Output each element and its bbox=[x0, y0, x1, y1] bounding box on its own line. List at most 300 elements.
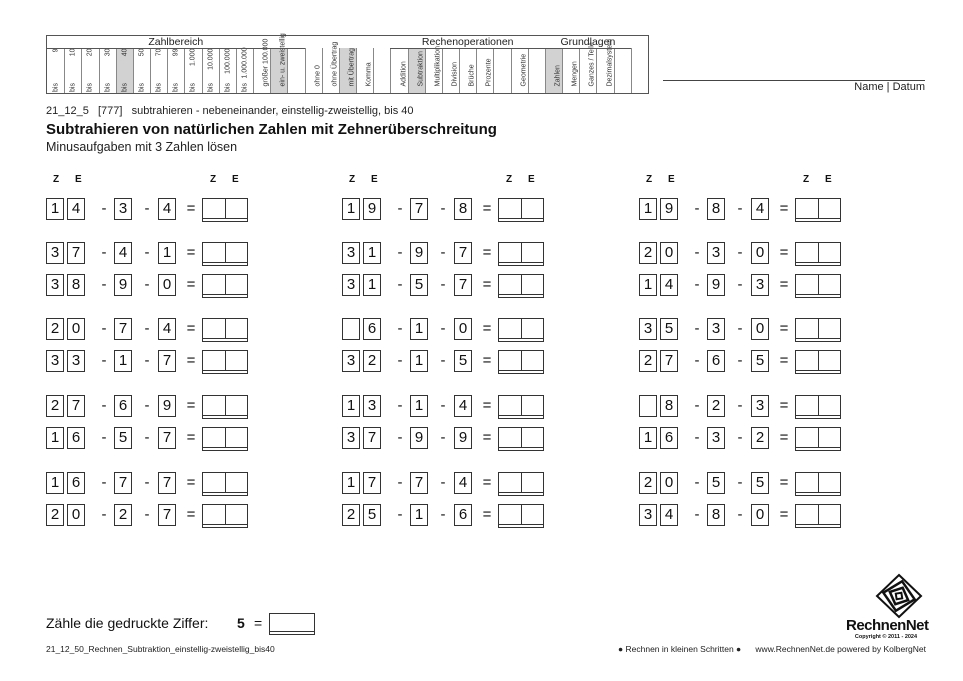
footer-filename: 21_12_50_Rechnen_Subtraktion_einstellig-zweistellig_bis40 bbox=[46, 644, 275, 654]
header-category-label: mit Übertrag bbox=[348, 47, 356, 87]
name-date-label: Name | Datum bbox=[854, 81, 925, 93]
count-answer-box[interactable] bbox=[269, 613, 315, 635]
subtraction-task bbox=[342, 350, 544, 374]
answer-box[interactable] bbox=[202, 318, 248, 342]
ones-digit-box: 8 bbox=[67, 274, 85, 296]
minus-sign: - bbox=[737, 200, 743, 217]
minus-sign: - bbox=[397, 474, 403, 491]
header-range-value: 100.000 bbox=[224, 48, 232, 74]
tens-digit-box: 3 bbox=[46, 242, 64, 264]
header-category-label: Brüche bbox=[468, 64, 476, 87]
ones-digit-box: 4 bbox=[660, 274, 678, 296]
subtrahend-box: 1 bbox=[114, 350, 132, 372]
place-label-ones: E bbox=[75, 174, 82, 185]
header-group-label: Zahlbereich bbox=[148, 36, 204, 48]
minus-sign: - bbox=[694, 397, 700, 414]
header-category-label: ohne 0 bbox=[314, 65, 322, 87]
subtrahend-box: 3 bbox=[751, 274, 769, 296]
equals-sign: = bbox=[482, 506, 492, 523]
minus-sign: - bbox=[440, 397, 446, 414]
header-category-label: Komma bbox=[365, 62, 373, 87]
place-label-ones: E bbox=[825, 174, 832, 185]
header-group-label: Grundlagen bbox=[560, 36, 616, 48]
header-category-label: Dezimalsystem bbox=[606, 39, 614, 87]
header-column bbox=[236, 48, 253, 93]
tens-digit-box: 1 bbox=[639, 198, 657, 220]
subtrahend-box: 3 bbox=[707, 318, 725, 340]
place-label-tens: Z bbox=[803, 174, 810, 185]
subtrahend-box: 3 bbox=[751, 395, 769, 417]
place-label-tens: Z bbox=[349, 174, 356, 185]
header-column bbox=[442, 48, 459, 93]
header-range-value: 10 bbox=[69, 48, 77, 57]
subtrahend-box: 4 bbox=[158, 318, 176, 340]
equals-sign: = bbox=[186, 474, 196, 491]
minus-sign: - bbox=[397, 244, 403, 261]
subtraction-task bbox=[46, 274, 248, 298]
header-column bbox=[425, 48, 442, 93]
subtrahend-box: 1 bbox=[410, 318, 428, 340]
ones-digit-box: 3 bbox=[363, 395, 381, 417]
equals-sign: = bbox=[779, 244, 789, 261]
subtrahend-box: 7 bbox=[114, 318, 132, 340]
header-category-label: Prozente bbox=[485, 58, 493, 87]
header-column bbox=[202, 48, 219, 93]
answer-box[interactable] bbox=[498, 472, 544, 496]
place-label-tens: Z bbox=[506, 174, 513, 185]
equals-sign: = bbox=[186, 429, 196, 446]
header-category-label: Multiplikation bbox=[434, 46, 442, 87]
tens-digit-box: 3 bbox=[342, 427, 360, 449]
subtraction-task bbox=[46, 350, 248, 374]
subtrahend-box: 7 bbox=[158, 472, 176, 494]
equals-sign: = bbox=[186, 244, 196, 261]
minus-sign: - bbox=[397, 352, 403, 369]
header-category-label: größer 100.000 bbox=[262, 38, 270, 87]
answer-box[interactable] bbox=[795, 427, 841, 451]
answer-box[interactable] bbox=[498, 318, 544, 342]
ones-digit-box: 5 bbox=[363, 504, 381, 526]
tens-digit-box bbox=[639, 395, 657, 417]
subtraction-task bbox=[342, 395, 544, 419]
minus-sign: - bbox=[101, 320, 107, 337]
minus-sign: - bbox=[737, 474, 743, 491]
subtrahend-box: 7 bbox=[158, 427, 176, 449]
answer-box[interactable] bbox=[795, 274, 841, 298]
equals-sign: = bbox=[779, 200, 789, 217]
header-group-divider bbox=[390, 48, 545, 49]
header-range-value: 1.000.000 bbox=[241, 47, 249, 79]
header-column bbox=[322, 41, 339, 93]
minus-sign: - bbox=[737, 276, 743, 293]
subtrahend-box: 6 bbox=[454, 504, 472, 526]
minus-sign: - bbox=[144, 276, 150, 293]
equals-sign: = bbox=[482, 397, 492, 414]
minus-sign: - bbox=[101, 397, 107, 414]
place-label-ones: E bbox=[371, 174, 378, 185]
header-range-value: 9 bbox=[52, 48, 60, 53]
minus-sign: - bbox=[737, 320, 743, 337]
ones-digit-box: 6 bbox=[67, 472, 85, 494]
answer-box[interactable] bbox=[498, 242, 544, 266]
minus-sign: - bbox=[440, 429, 446, 446]
equals-sign: = bbox=[779, 352, 789, 369]
header-column bbox=[64, 48, 81, 93]
minus-sign: - bbox=[101, 244, 107, 261]
subtraction-task bbox=[342, 427, 544, 451]
subtraction-task bbox=[46, 504, 248, 528]
place-label-tens: Z bbox=[53, 174, 60, 185]
header-column bbox=[459, 48, 476, 93]
subtrahend-box: 7 bbox=[410, 198, 428, 220]
subtrahend-box: 0 bbox=[751, 318, 769, 340]
equals-sign: = bbox=[482, 200, 492, 217]
category-header-table bbox=[46, 35, 649, 94]
subtrahend-box: 1 bbox=[410, 350, 428, 372]
answer-box[interactable] bbox=[498, 427, 544, 451]
equals-sign: = bbox=[779, 474, 789, 491]
answer-box[interactable] bbox=[795, 472, 841, 496]
subtrahend-box: 7 bbox=[158, 350, 176, 372]
answer-box[interactable] bbox=[202, 472, 248, 496]
equals-sign: = bbox=[779, 320, 789, 337]
equals-sign: = bbox=[779, 397, 789, 414]
header-category-label: Subtraktion bbox=[417, 51, 425, 87]
ones-digit-box: 7 bbox=[363, 472, 381, 494]
answer-box[interactable] bbox=[498, 198, 544, 222]
equals-sign: = bbox=[186, 397, 196, 414]
minus-sign: - bbox=[694, 200, 700, 217]
header-column bbox=[184, 48, 201, 93]
place-label-ones: E bbox=[232, 174, 239, 185]
minus-sign: - bbox=[440, 276, 446, 293]
equals-sign: = bbox=[482, 276, 492, 293]
minus-sign: - bbox=[694, 429, 700, 446]
subtraction-task bbox=[639, 350, 841, 374]
logo-copyright: Copyright © 2011 - 2024 bbox=[854, 634, 918, 640]
minus-sign: - bbox=[101, 200, 107, 217]
tens-digit-box: 1 bbox=[639, 427, 657, 449]
subtrahend-box: 5 bbox=[751, 472, 769, 494]
header-column bbox=[545, 48, 562, 93]
subtrahend-box: 5 bbox=[114, 427, 132, 449]
header-column bbox=[305, 48, 322, 93]
minus-sign: - bbox=[397, 429, 403, 446]
subtrahend-box: 9 bbox=[410, 242, 428, 264]
minus-sign: - bbox=[101, 352, 107, 369]
header-bis-label: bis bbox=[138, 83, 146, 92]
ones-digit-box: 5 bbox=[660, 318, 678, 340]
subtraction-task bbox=[639, 274, 841, 298]
subtraction-task bbox=[46, 198, 248, 222]
subtraction-task bbox=[342, 242, 544, 266]
ones-digit-box: 9 bbox=[363, 198, 381, 220]
subtrahend-box: 4 bbox=[114, 242, 132, 264]
answer-box[interactable] bbox=[795, 395, 841, 419]
answer-box[interactable] bbox=[795, 318, 841, 342]
header-column bbox=[373, 48, 390, 93]
equals-sign: = bbox=[186, 506, 196, 523]
answer-box[interactable] bbox=[498, 504, 544, 528]
header-column bbox=[116, 48, 133, 93]
header-bis-label: bis bbox=[224, 83, 232, 92]
subtraction-task bbox=[46, 395, 248, 419]
subtraction-task bbox=[342, 318, 544, 342]
equals-sign: = bbox=[186, 320, 196, 337]
minus-sign: - bbox=[737, 352, 743, 369]
subtraction-task bbox=[342, 472, 544, 496]
tens-digit-box: 1 bbox=[46, 472, 64, 494]
ones-digit-box: 7 bbox=[363, 427, 381, 449]
place-label-ones: E bbox=[528, 174, 535, 185]
subtraction-task bbox=[342, 198, 544, 222]
subtrahend-box: 3 bbox=[114, 198, 132, 220]
answer-box[interactable] bbox=[202, 395, 248, 419]
tens-digit-box: 1 bbox=[46, 427, 64, 449]
tens-digit-box bbox=[342, 318, 360, 340]
minus-sign: - bbox=[440, 474, 446, 491]
subtrahend-box: 5 bbox=[410, 274, 428, 296]
tens-digit-box: 3 bbox=[639, 318, 657, 340]
subtrahend-box: 8 bbox=[707, 198, 725, 220]
count-equals: = bbox=[254, 615, 263, 631]
answer-box[interactable] bbox=[498, 274, 544, 298]
subtrahend-box: 8 bbox=[707, 504, 725, 526]
header-range-value: 99 bbox=[172, 48, 180, 57]
header-column bbox=[390, 48, 407, 93]
header-category-label: Mengen bbox=[571, 61, 579, 87]
header-column bbox=[631, 48, 648, 93]
ones-digit-box: 2 bbox=[363, 350, 381, 372]
count-digit: 5 bbox=[237, 615, 245, 631]
worksheet-meta: 21_12_5 [777] subtrahieren - nebeneinander, einstellig-zweistellig, bis 40 bbox=[46, 105, 414, 117]
ones-digit-box: 6 bbox=[363, 318, 381, 340]
header-bis-label: bis bbox=[172, 83, 180, 92]
tens-digit-box: 2 bbox=[342, 504, 360, 526]
minus-sign: - bbox=[440, 200, 446, 217]
minus-sign: - bbox=[144, 506, 150, 523]
subtrahend-box: 6 bbox=[114, 395, 132, 417]
tens-digit-box: 2 bbox=[639, 472, 657, 494]
minus-sign: - bbox=[101, 474, 107, 491]
header-category-label: ein- u. zweistellig bbox=[279, 33, 287, 87]
header-column bbox=[167, 48, 184, 93]
place-label-tens: Z bbox=[210, 174, 217, 185]
header-column bbox=[579, 42, 596, 93]
place-label-tens: Z bbox=[646, 174, 653, 185]
minus-sign: - bbox=[440, 506, 446, 523]
ones-digit-box: 0 bbox=[660, 242, 678, 264]
minus-sign: - bbox=[144, 320, 150, 337]
answer-box[interactable] bbox=[202, 242, 248, 266]
header-group-divider bbox=[47, 48, 305, 49]
tens-digit-box: 3 bbox=[342, 242, 360, 264]
header-bis-label: bis bbox=[121, 83, 129, 92]
answer-box[interactable] bbox=[795, 242, 841, 266]
answer-box[interactable] bbox=[202, 350, 248, 374]
minus-sign: - bbox=[101, 429, 107, 446]
minus-sign: - bbox=[397, 276, 403, 293]
header-bis-label: bis bbox=[86, 83, 94, 92]
place-label-ones: E bbox=[668, 174, 675, 185]
footer-website: www.RechnenNet.de powered by KolbergNet bbox=[755, 644, 926, 654]
tens-digit-box: 3 bbox=[639, 504, 657, 526]
tens-digit-box: 2 bbox=[639, 350, 657, 372]
answer-box[interactable] bbox=[498, 395, 544, 419]
subtraction-task bbox=[342, 274, 544, 298]
subtrahend-box: 3 bbox=[707, 242, 725, 264]
header-range-value: 10.000 bbox=[207, 48, 215, 70]
subtraction-task bbox=[639, 504, 841, 528]
subtrahend-box: 2 bbox=[751, 427, 769, 449]
minus-sign: - bbox=[694, 320, 700, 337]
header-group-label: Rechenoperationen bbox=[421, 36, 514, 48]
tens-digit-box: 1 bbox=[639, 274, 657, 296]
subtrahend-box: 9 bbox=[114, 274, 132, 296]
subtraction-task bbox=[639, 472, 841, 496]
subtrahend-box: 8 bbox=[454, 198, 472, 220]
subtrahend-box: 7 bbox=[454, 242, 472, 264]
answer-box[interactable] bbox=[202, 427, 248, 451]
ones-digit-box: 7 bbox=[67, 395, 85, 417]
minus-sign: - bbox=[737, 429, 743, 446]
subtrahend-box: 5 bbox=[454, 350, 472, 372]
header-column bbox=[287, 48, 304, 93]
minus-sign: - bbox=[737, 506, 743, 523]
header-bis-label: bis bbox=[207, 83, 215, 92]
subtrahend-box: 4 bbox=[158, 198, 176, 220]
minus-sign: - bbox=[144, 244, 150, 261]
tens-digit-box: 1 bbox=[342, 395, 360, 417]
tens-digit-box: 1 bbox=[46, 198, 64, 220]
header-bis-label: bis bbox=[69, 83, 77, 92]
subtraction-task bbox=[46, 242, 248, 266]
subtrahend-box: 6 bbox=[707, 350, 725, 372]
equals-sign: = bbox=[186, 200, 196, 217]
ones-digit-box: 0 bbox=[660, 472, 678, 494]
header-column bbox=[408, 48, 425, 93]
answer-box[interactable] bbox=[202, 274, 248, 298]
header-category-label: Division bbox=[451, 61, 459, 87]
logo-text: RechnenNet bbox=[846, 617, 929, 634]
subtraction-task bbox=[46, 472, 248, 496]
header-column bbox=[614, 48, 631, 93]
equals-sign: = bbox=[482, 352, 492, 369]
minus-sign: - bbox=[397, 397, 403, 414]
rechnennet-logo-icon bbox=[875, 573, 923, 619]
tens-digit-box: 2 bbox=[46, 504, 64, 526]
answer-box[interactable] bbox=[795, 350, 841, 374]
minus-sign: - bbox=[397, 200, 403, 217]
header-bis-label: bis bbox=[52, 83, 60, 92]
subtraction-task bbox=[639, 242, 841, 266]
subtraction-task bbox=[46, 318, 248, 342]
tens-digit-box: 2 bbox=[639, 242, 657, 264]
header-column bbox=[562, 48, 579, 93]
ones-digit-box: 3 bbox=[67, 350, 85, 372]
subtrahend-box: 2 bbox=[707, 395, 725, 417]
subtraction-task bbox=[639, 198, 841, 222]
header-column bbox=[528, 48, 545, 93]
minus-sign: - bbox=[694, 276, 700, 293]
subtrahend-box: 0 bbox=[751, 504, 769, 526]
header-column bbox=[253, 38, 270, 93]
minus-sign: - bbox=[144, 474, 150, 491]
subtrahend-box: 0 bbox=[158, 274, 176, 296]
header-group-divider bbox=[545, 48, 631, 49]
subtrahend-box: 5 bbox=[751, 350, 769, 372]
worksheet-title: Subtrahieren von natürlichen Zahlen mit Zehnerüberschreitung bbox=[46, 121, 497, 138]
header-column bbox=[133, 48, 150, 93]
header-column bbox=[270, 33, 287, 93]
minus-sign: - bbox=[737, 397, 743, 414]
header-range-value: 30 bbox=[104, 48, 112, 57]
header-column bbox=[356, 48, 373, 93]
minus-sign: - bbox=[737, 244, 743, 261]
ones-digit-box: 0 bbox=[67, 504, 85, 526]
subtrahend-box: 9 bbox=[410, 427, 428, 449]
minus-sign: - bbox=[694, 244, 700, 261]
minus-sign: - bbox=[440, 352, 446, 369]
tens-digit-box: 3 bbox=[342, 274, 360, 296]
ones-digit-box: 0 bbox=[67, 318, 85, 340]
answer-box[interactable] bbox=[202, 504, 248, 528]
header-category-label: Addition bbox=[400, 61, 407, 87]
header-bis-label: bis bbox=[189, 83, 197, 92]
ones-digit-box: 8 bbox=[660, 395, 678, 417]
minus-sign: - bbox=[144, 352, 150, 369]
subtraction-task bbox=[639, 427, 841, 451]
subtrahend-box: 9 bbox=[158, 395, 176, 417]
answer-box[interactable] bbox=[498, 350, 544, 374]
equals-sign: = bbox=[779, 276, 789, 293]
subtrahend-box: 4 bbox=[454, 472, 472, 494]
header-column bbox=[219, 48, 236, 93]
minus-sign: - bbox=[440, 244, 446, 261]
header-column bbox=[596, 39, 614, 93]
equals-sign: = bbox=[779, 429, 789, 446]
header-column bbox=[150, 48, 167, 93]
header-range-value: 50 bbox=[138, 48, 146, 57]
subtrahend-box: 2 bbox=[114, 504, 132, 526]
header-column bbox=[99, 48, 116, 93]
header-category-label: ohne Übertrag bbox=[331, 41, 339, 87]
answer-box[interactable] bbox=[202, 198, 248, 222]
ones-digit-box: 4 bbox=[67, 198, 85, 220]
header-column bbox=[47, 48, 64, 93]
minus-sign: - bbox=[694, 352, 700, 369]
subtrahend-box: 1 bbox=[410, 504, 428, 526]
tens-digit-box: 3 bbox=[342, 350, 360, 372]
subtrahend-box: 5 bbox=[707, 472, 725, 494]
tens-digit-box: 3 bbox=[46, 274, 64, 296]
minus-sign: - bbox=[144, 200, 150, 217]
ones-digit-box: 1 bbox=[363, 242, 381, 264]
equals-sign: = bbox=[482, 320, 492, 337]
minus-sign: - bbox=[144, 429, 150, 446]
header-category-label: Geometrie bbox=[520, 53, 528, 87]
subtrahend-box: 7 bbox=[158, 504, 176, 526]
header-range-value: 70 bbox=[155, 48, 163, 57]
subtrahend-box: 7 bbox=[114, 472, 132, 494]
answer-box[interactable] bbox=[795, 504, 841, 528]
header-bis-label: bis bbox=[104, 83, 112, 92]
answer-box[interactable] bbox=[795, 198, 841, 222]
equals-sign: = bbox=[482, 474, 492, 491]
subtrahend-box: 4 bbox=[751, 198, 769, 220]
tens-digit-box: 1 bbox=[342, 198, 360, 220]
tens-digit-box: 1 bbox=[342, 472, 360, 494]
